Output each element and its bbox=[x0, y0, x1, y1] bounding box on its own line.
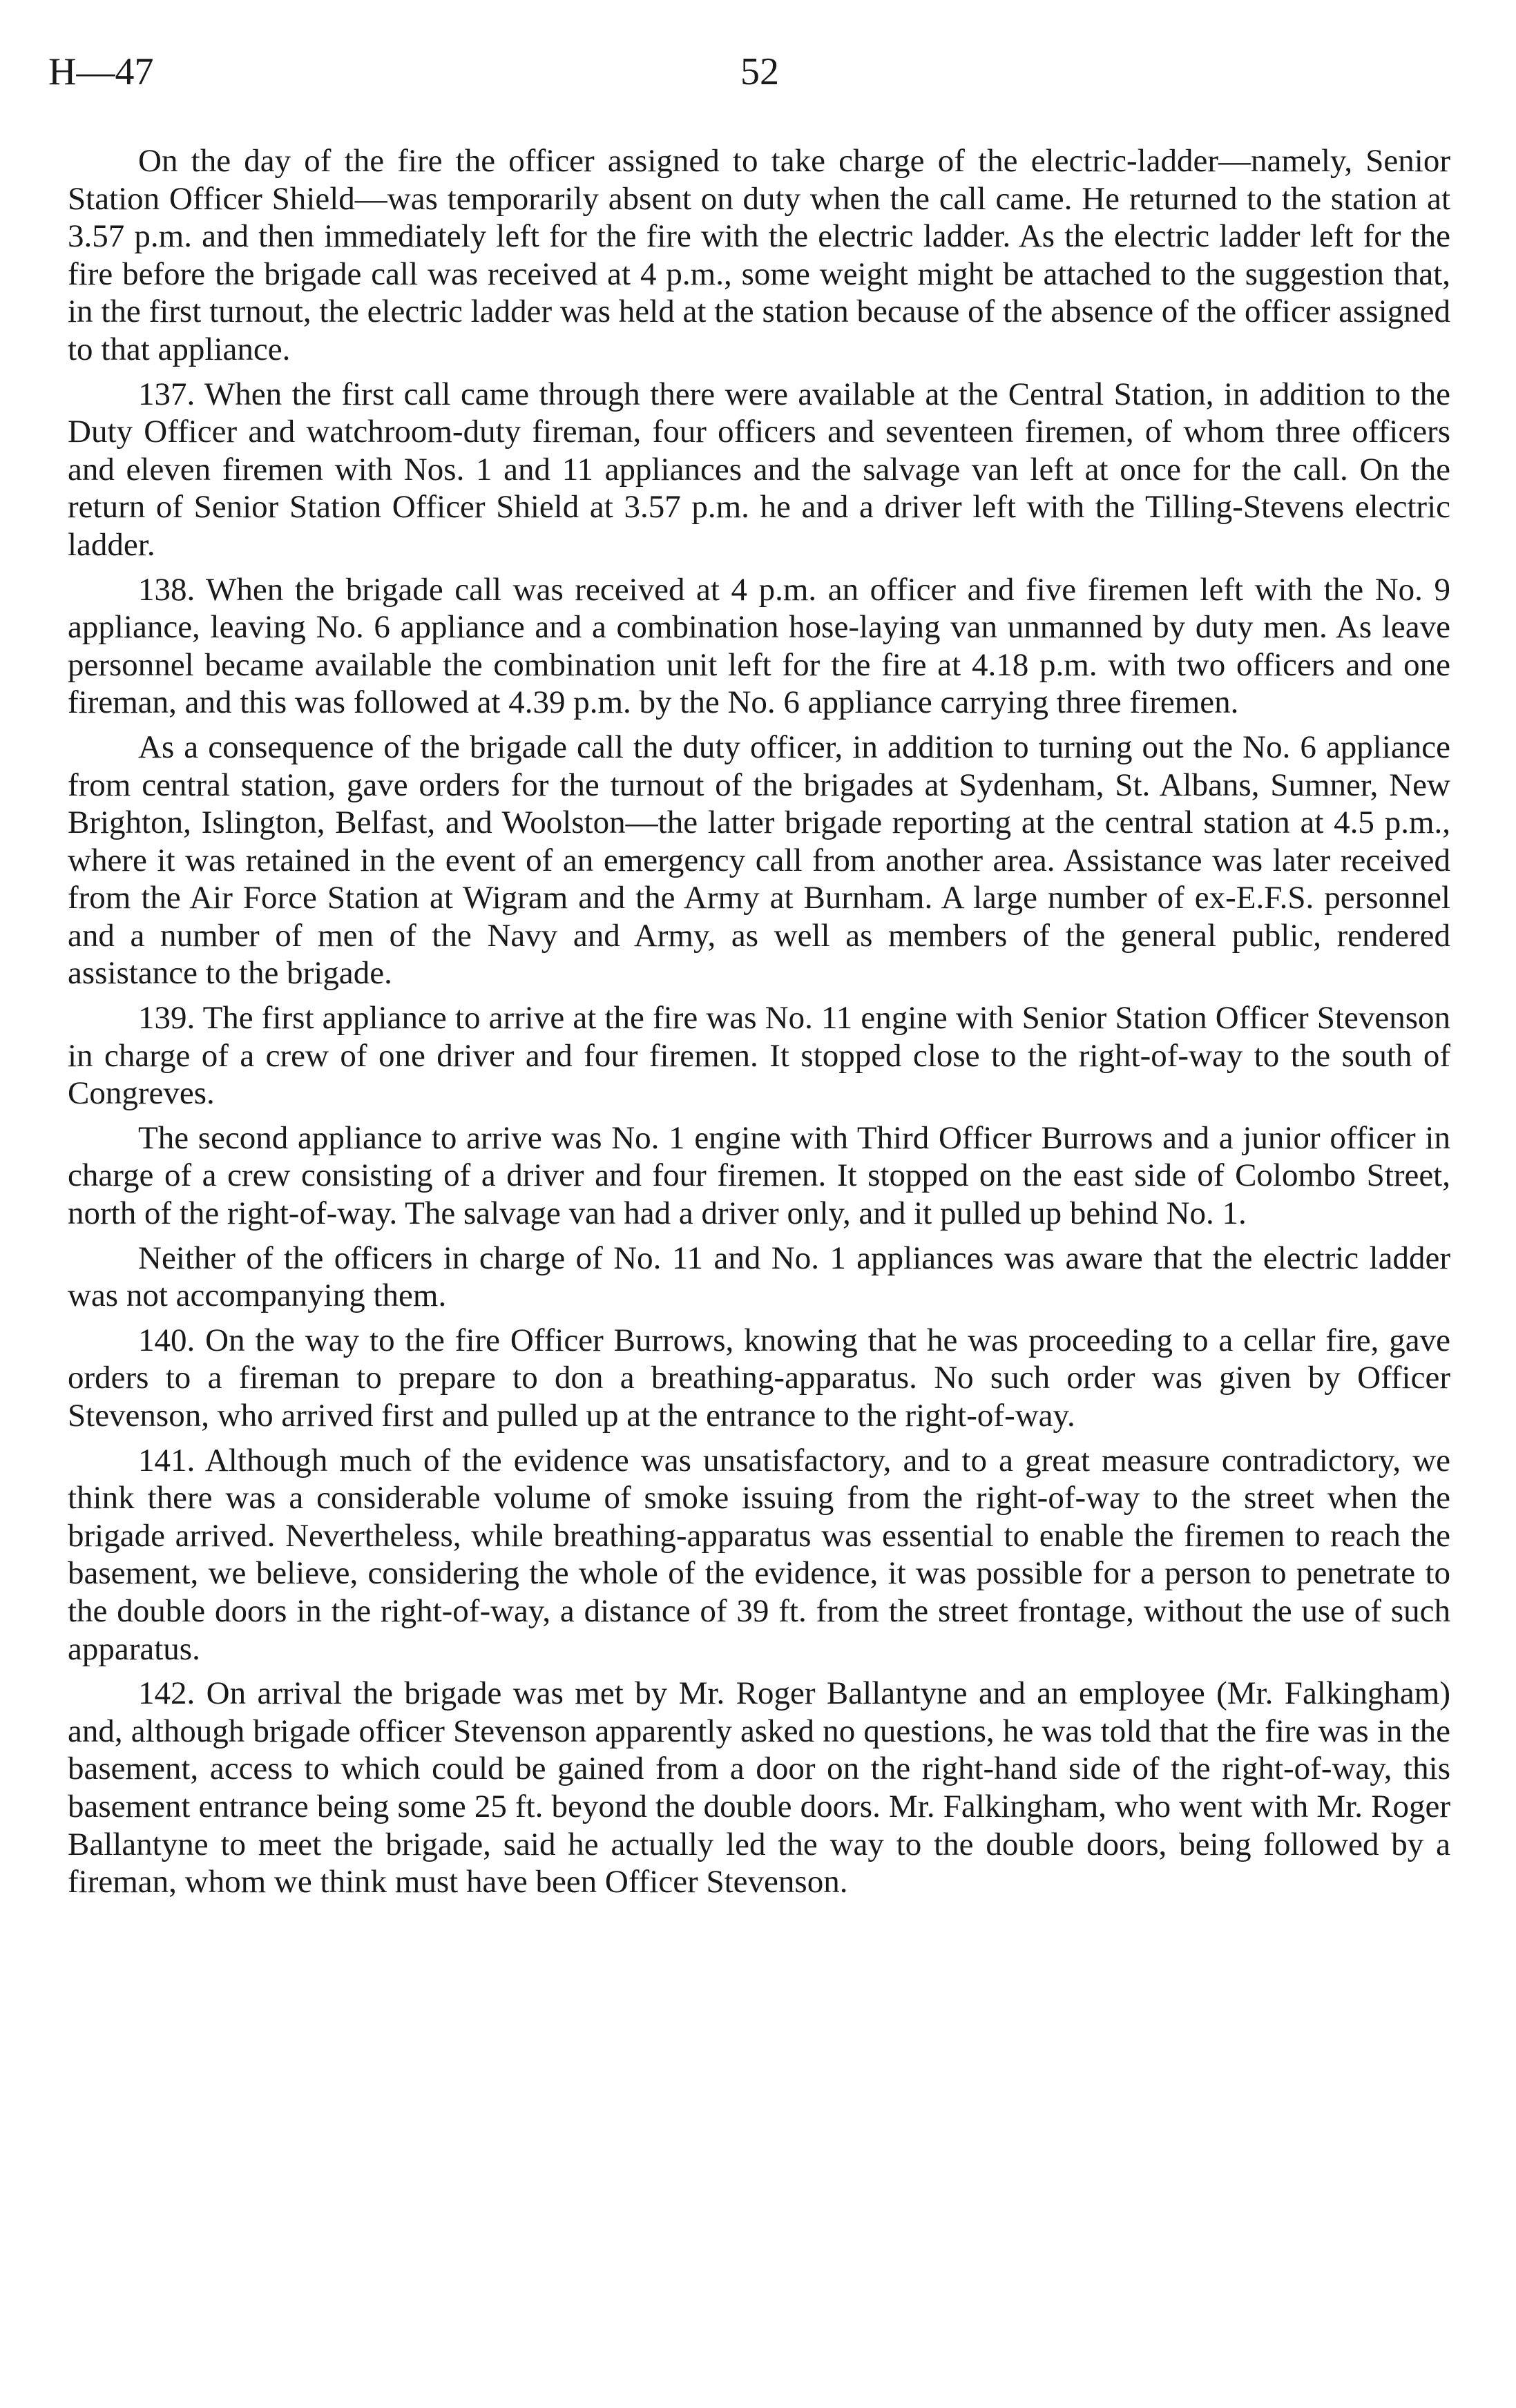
paragraph-intro: On the day of the fire the officer assigned to take charge of the electric-ladder—namely, Senior Station Officer Shield—was temporarily absent on duty when the call came. He returned to the station at 3.57 p.m. and then immediately left for the fire with the electric ladder. As the electric ladder left for the fire before the brigade call was received at 4 p.m., some weight might be attached to the suggestion that, in the first turnout, the electric ladder was held at the station because of the absence of the officer assigned to that appliance. bbox=[68, 143, 1450, 367]
paragraph-142: 142. On arrival the brigade was met by Mr. Roger Ballantyne and an employee (Mr. Falkingham) and, although brigade officer Stevenson apparently asked no questions, he was told that the fire was in the basement, access to which could be gained from a door on the right-hand side of the right-of-way, this basement entrance being some 25 ft. beyond the double doors. Mr. Falkingham, who went with Mr. Roger Ballantyne to meet the brigade, said he actually led the way to the double doors, being followed by a fireman, whom we think must have been Officer Stevenson. bbox=[68, 1675, 1450, 1900]
page-header bbox=[48, 50, 1471, 105]
paragraph-138: 138. When the brigade call was received at 4 p.m. an officer and five firemen left with the No. 9 appliance, leaving No. 6 appliance and a combination hose-laying van unmanned by duty men. As leave personnel became available the combination unit left for the fire at 4.18 p.m. with two officers and one fireman, and this was followed at 4.39 p.m. by the No. 6 appliance carrying three firemen. bbox=[68, 571, 1450, 721]
paragraph-138-continued: As a consequence of the brigade call the duty officer, in addition to turning out the No. 6 appliance from central station, gave orders for the turnout of the brigades at Sydenham, St. Albans, Sumner, New Brighton, Islington, Belfast, and Woolston—the latter brigade reporting at the central station at 4.5 p.m., where it was retained in the event of an emergency call from another area. Assistance was later received from the Air Force Station at Wigram and the Army at Burnham. A large number of ex-E.F.S. personnel and a number of men of the Navy and Army, as well as members of the general public, rendered assistance to the brigade. bbox=[68, 729, 1450, 992]
paragraph-140: 140. On the way to the fire Officer Burrows, knowing that he was proceeding to a cellar fire, gave orders to a fireman to prepare to don a breathing-apparatus. No such order was given by Officer Stevenson, who arrived first and pulled up at the entrance to the right-of-way. bbox=[68, 1322, 1450, 1434]
paragraph-139: 139. The first appliance to arrive at the fire was No. 11 engine with Senior Station Officer Stevenson in charge of a crew of one driver and four firemen. It stopped close to the right-of-way to the south of Congreves. bbox=[68, 1000, 1450, 1112]
document-reference: H—47 bbox=[48, 50, 154, 93]
paragraph-139-second-appliance: The second appliance to arrive was No. 1 engine with Third Officer Burrows and a junior officer in charge of a crew consisting of a driver and four firemen. It stopped on the east side of Colombo Street, north of the right-of-way. The salvage van had a driver only, and it pulled up behind No. 1. bbox=[68, 1119, 1450, 1232]
paragraph-137: 137. When the first call came through there were available at the Central Station, in addition to the Duty Officer and watchroom-duty fireman, four officers and seventeen firemen, of whom three officers and eleven firemen with Nos. 1 and 11 appliances and the salvage van left at once for the call. On the return of Senior Station Officer Shield at 3.57 p.m. he and a driver left with the Tilling-Stevens electric ladder. bbox=[68, 376, 1450, 563]
paragraph-139-neither-officer: Neither of the officers in charge of No. 11 and No. 1 appliances was aware that the electric ladder was not accompanying them. bbox=[68, 1240, 1450, 1314]
paragraph-141: 141. Although much of the evidence was unsatisfactory, and to a great measure contradictory, we think there was a considerable volume of smoke issuing from the right-of-way to the street when the brigade arrived. Nevertheless, while breathing-apparatus was essential to enable the firemen to reach the basement, we believe, considering the whole of the evidence, it was possible for a person to penetrate to the double doors in the right-of-way, a distance of 39 ft. from the street frontage, without the use of such apparatus. bbox=[68, 1442, 1450, 1667]
page-number: 52 bbox=[740, 50, 779, 93]
body-text bbox=[68, 142, 1450, 1908]
